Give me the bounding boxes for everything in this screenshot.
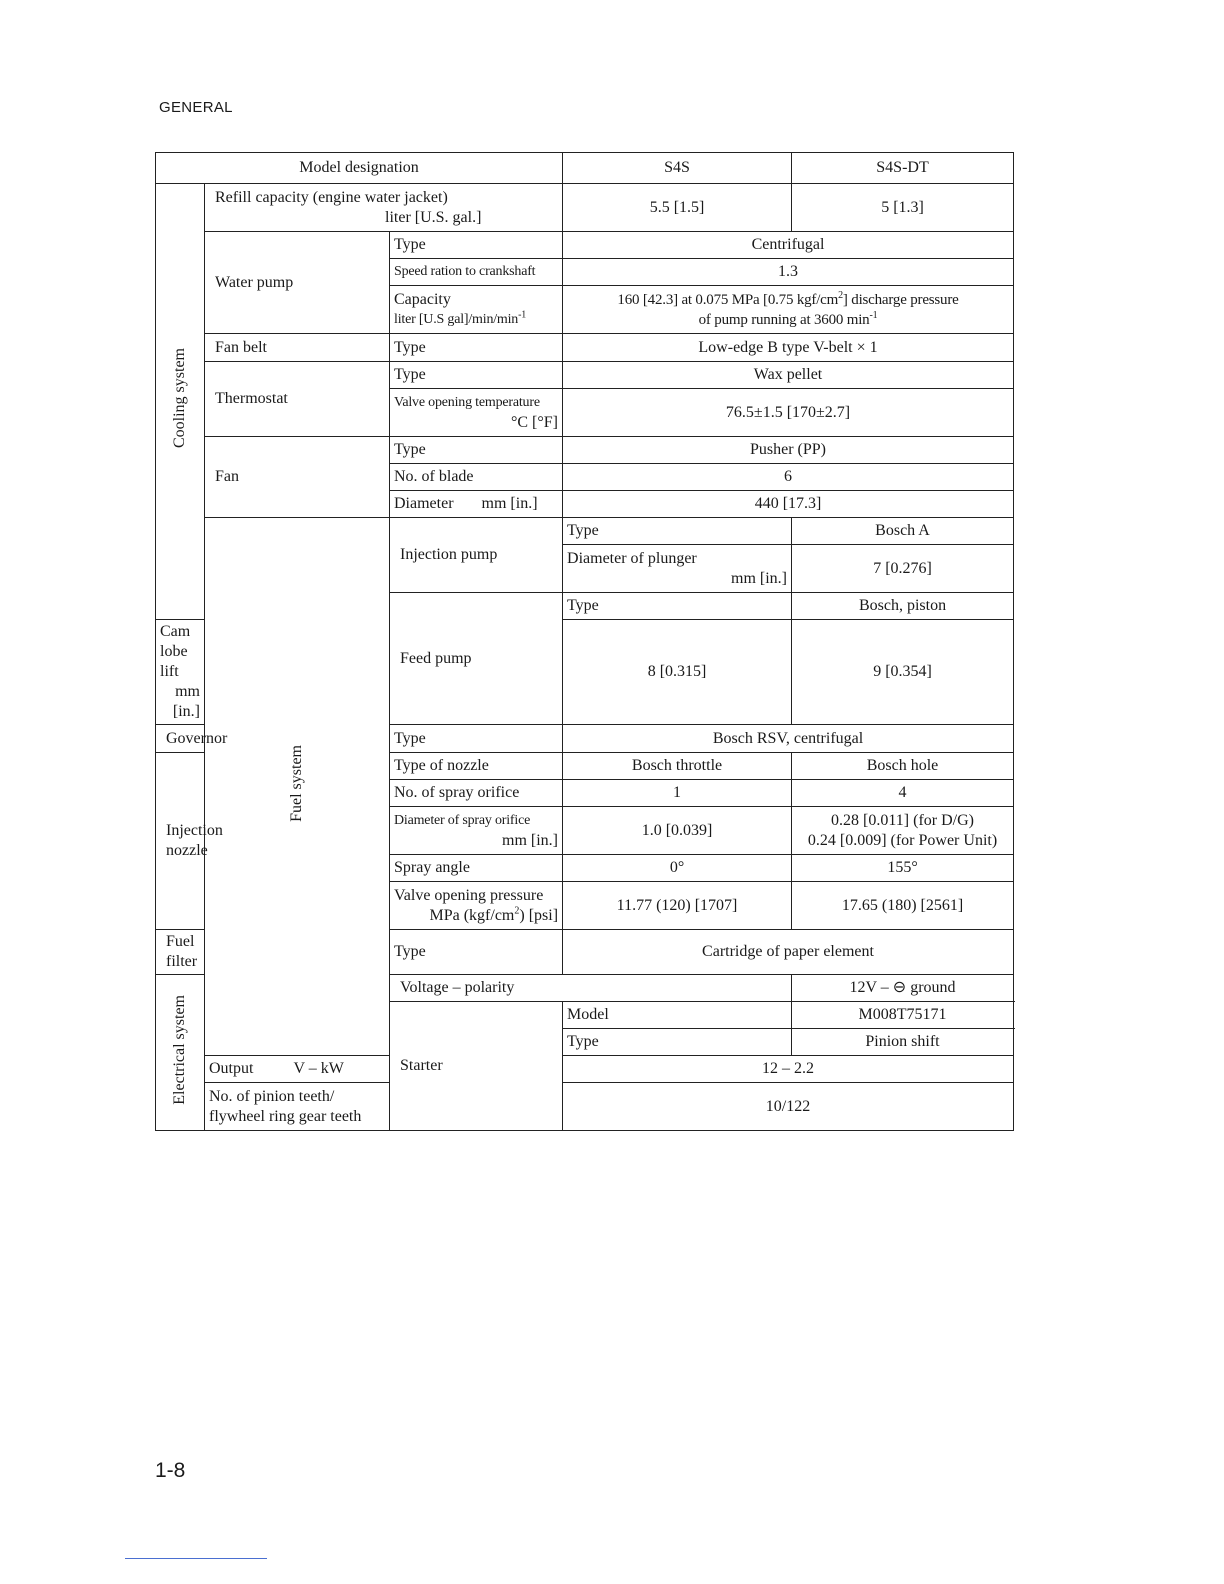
fuel-filter-label: Fuel filter <box>156 930 205 975</box>
feed-pump-type-label: Type <box>563 593 792 620</box>
refill-s4s-value: 5.5 [1.5] <box>563 184 792 232</box>
valve-opening-pressure-label: Valve opening pressure MPa $(kgf/cm^2)$ [psi] <box>390 882 563 930</box>
spray-angle-s4sdt-value: 155° <box>792 855 1014 882</box>
valve-opening-temp-value: 76.5±1.5 [170±2.7] <box>563 389 1014 437</box>
governor-type-label: Type <box>390 725 563 753</box>
injection-pump-type-label: Type <box>563 518 792 545</box>
feed-pump-type-value: Bosch, piston <box>792 593 1014 620</box>
starter-type-label: Type <box>563 1029 792 1056</box>
table-row <box>156 1083 1014 1131</box>
fan-diameter-label: Diameter mm [in.] <box>390 491 563 518</box>
pressure-s4sdt-value: 17.65 (180) [2561] <box>792 882 1014 930</box>
table-row <box>156 518 1014 545</box>
feed-pump-label: Feed pump <box>390 593 563 725</box>
governor-type-value: Bosch RSV, centrifugal <box>563 725 1014 753</box>
table-header-row <box>156 153 1014 184</box>
starter-model-label: Model <box>563 1002 792 1029</box>
starter-output-value: 12 – 2.2 <box>563 1056 1014 1083</box>
fan-belt-label: Fan belt <box>205 334 390 362</box>
valve-opening-temp-label: Valve opening temperature °C [°F] <box>390 389 563 437</box>
electrical-system-section: Electrical system <box>156 975 205 1131</box>
orifice-diameter-s4sdt-value: 0.28 [0.011] (for D/G) 0.24 [0.009] (for Power Unit) <box>792 807 1014 855</box>
fan-belt-type-value: Low-edge B type V-belt × 1 <box>563 334 1014 362</box>
starter-output-label: Output V – kW <box>205 1056 390 1083</box>
cam-lobe-s4s-value: 8 [0.315] <box>563 620 792 725</box>
pinion-teeth-label: No. of pinion teeth/ flywheel ring gear teeth <box>205 1083 390 1131</box>
page-header: GENERAL <box>159 99 233 116</box>
nozzle-type-label: Type of nozzle <box>390 753 563 780</box>
injection-pump-label: Injection pump <box>390 518 563 593</box>
starter-label: Starter <box>390 1002 563 1131</box>
speed-ratio-value: 1.3 <box>563 259 1014 286</box>
capacity-label: Capacity liter [U.S $gal]/\min/\min^{-1}$ <box>390 286 563 334</box>
fan-blade-value: 6 <box>563 464 1014 491</box>
s4s-header: S4S <box>563 153 792 184</box>
thermostat-label: Thermostat <box>205 362 390 437</box>
nozzle-type-s4s-value: Bosch throttle <box>563 753 792 780</box>
footer-rule <box>125 1558 267 1559</box>
fuel-filter-type-label: Type <box>390 930 563 975</box>
fan-label: Fan <box>205 437 390 518</box>
capacity-value: 160 [42.3] at 0.075 MPa [0.75 kgf/$cm^2$] discharge pressure of pump running at 3600 $\min^{-1}$ <box>563 286 1014 334</box>
injection-pump-type-value: Bosch A <box>792 518 1014 545</box>
plunger-s4s-value: 7 [0.276] <box>792 545 1014 593</box>
spray-orifice-s4s-value: 1 <box>563 780 792 807</box>
table-row <box>156 232 1014 259</box>
orifice-diameter-s4s-value: 1.0 [0.039] <box>563 807 792 855</box>
injection-nozzle-label: Injection nozzle <box>156 753 205 930</box>
fan-type-value: Pusher (PP) <box>563 437 1014 464</box>
starter-model-value: M008T75171 <box>792 1002 1014 1029</box>
table-row <box>156 184 1014 232</box>
specification-table <box>155 152 1014 1131</box>
refill-s4sdt-value: 5 [1.3] <box>792 184 1014 232</box>
pressure-s4s-value: 11.77 (120) [1707] <box>563 882 792 930</box>
speed-ratio-label: Speed ration to crankshaft <box>390 259 563 286</box>
cam-lobe-s4sdt-value: 9 [0.354] <box>792 620 1014 725</box>
table-row <box>156 437 1014 464</box>
starter-type-value: Pinion shift <box>792 1029 1014 1056</box>
model-designation-header: Model designation <box>156 153 563 184</box>
pinion-teeth-value: 10/122 <box>563 1083 1014 1131</box>
cooling-system-section: Cooling system <box>156 184 205 620</box>
cam-lobe-lift-label: Cam lobe lift mm [in.] <box>156 620 205 725</box>
water-pump-type-label: Type <box>390 232 563 259</box>
thermostat-type-value: Wax pellet <box>563 362 1014 389</box>
page-number: 1-8 <box>155 1459 186 1482</box>
voltage-polarity-value: 12V – ⊖ ground <box>792 975 1014 1002</box>
spray-angle-s4s-value: 0° <box>563 855 792 882</box>
fan-blade-label: No. of blade <box>390 464 563 491</box>
refill-capacity-label: Refill capacity (engine water jacket) liter [U.S. gal.] <box>205 184 563 232</box>
fuel-filter-type-value: Cartridge of paper element <box>563 930 1014 975</box>
nozzle-type-s4sdt-value: Bosch hole <box>792 753 1014 780</box>
spray-orifice-label: No. of spray orifice <box>390 780 563 807</box>
table-row <box>156 362 1014 389</box>
fuel-system-section: Fuel system <box>205 518 390 1056</box>
fan-diameter-value: 440 [17.3] <box>563 491 1014 518</box>
governor-label: Governor <box>156 725 205 753</box>
orifice-diameter-label: Diameter of spray orifice mm [in.] <box>390 807 563 855</box>
table-row <box>156 1056 1014 1083</box>
spray-angle-label: Spray angle <box>390 855 563 882</box>
plunger-diameter-label: Diameter of plunger mm [in.] <box>563 545 792 593</box>
fan-type-label: Type <box>390 437 563 464</box>
thermostat-type-label: Type <box>390 362 563 389</box>
fan-belt-type-label: Type <box>390 334 563 362</box>
voltage-polarity-label: Voltage – polarity <box>390 975 792 1002</box>
water-pump-type-value: Centrifugal <box>563 232 1014 259</box>
table-row <box>156 334 1014 362</box>
s4sdt-header: S4S-DT <box>792 153 1014 184</box>
water-pump-label: Water pump <box>205 232 390 334</box>
spray-orifice-s4sdt-value: 4 <box>792 780 1014 807</box>
